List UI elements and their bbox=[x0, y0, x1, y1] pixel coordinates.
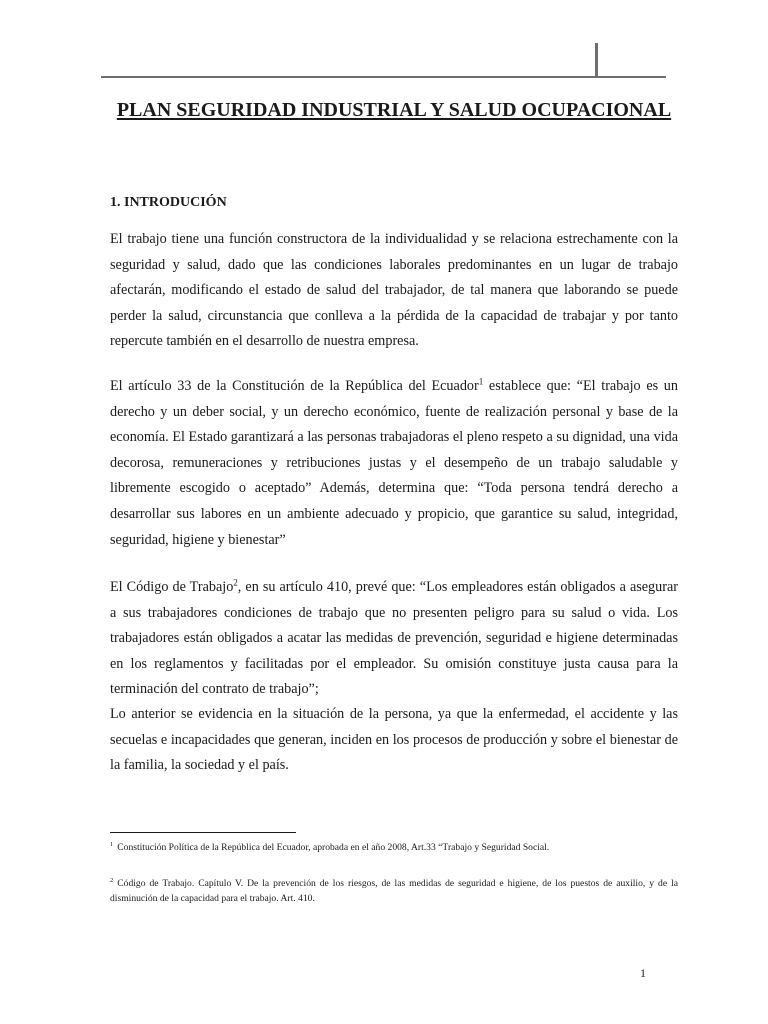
footnote-reference[interactable]: 1 bbox=[478, 376, 484, 387]
footnote-marker: 1 bbox=[110, 840, 114, 848]
footnote-text: Código de Trabajo. Capítulo V. De la prevención de los riesgos, de las medidas de seguridad e higiene, de los puestos de auxilio, y de la disminución de la capacidad para el trabajo. Art. 410. bbox=[110, 878, 678, 904]
document-title: PLAN SEGURIDAD INDUSTRIAL Y SALUD OCUPACIONAL bbox=[116, 99, 672, 121]
footnote-text: Constitución Política de la República del Ecuador, aprobada en el año 2008, Art.33 “Trabajo y Seguridad Social. bbox=[117, 842, 550, 853]
paragraph-text: El artículo 33 de la Constitución de la República del Ecuador bbox=[110, 378, 479, 394]
footnote-reference[interactable]: 2 bbox=[233, 577, 238, 588]
paragraph-text: El Código de Trabajo bbox=[110, 579, 234, 595]
section-heading-introduccion: 1. INTRODUCIÓN bbox=[110, 195, 227, 210]
paragraph-conclusion: Lo anterior se evidencia en la situación de la persona, ya que la enfermedad, el accidente y las secuelas e incapacidades que generan, inciden en los procesos de producción y sobre el bienestar de la familia, la sociedad y el país. bbox=[110, 706, 678, 774]
paragraph-text: , en su artículo 410, prevé que: “Los empleadores están obligados a asegurar a sus trabajadores condiciones de trabajo que no presenten peligro para su salud o vida. Los trabajadores están obligados a acatar las medidas de prevención, seguridad e higiene determinadas en los reglamentos y facilitadas por el empleador. Su omisión constituye justa causa para la terminación del contrato de trabajo”; bbox=[110, 579, 678, 698]
paragraph-labor-code bbox=[110, 575, 678, 703]
paragraph-constitution bbox=[110, 374, 678, 553]
footnote-1 bbox=[110, 840, 678, 855]
footnote-marker: 2 bbox=[110, 876, 114, 884]
header-corner-mark bbox=[595, 43, 598, 78]
paragraph-text: establece que: “El trabajo es un derecho y un deber social, y un derecho económico, fuente de realización personal y base de la economía. El Estado garantizará a las personas trabajadoras el pleno respeto a su dignidad, una vida decorosa, remuneraciones y retribuciones justas y el desempeño de un trabajo saludable y libremente escogido o aceptado” Además, determina que: “Toda persona tendrá derecho a desarrollar sus labores en un ambiente adecuado y propicio, que garantice su salud, integridad, seguridad, higiene y bienestar” bbox=[110, 378, 678, 548]
footnote-2 bbox=[110, 876, 678, 906]
header-rule bbox=[101, 76, 666, 78]
paragraph-introduction: El trabajo tiene una función constructora de la individualidad y se relaciona estrechamente con la seguridad y salud, dado que las condiciones laborales predominantes en un lugar de trabajo afectarán, modificando el estado de salud del trabajador, de tal manera que laborando se puede perder la salud, circunstancia que conlleva a la pérdida de la capacidad de trabajar y por tanto repercute también en el desarrollo de nuestra empresa. bbox=[110, 231, 678, 350]
footnote-separator bbox=[110, 832, 296, 833]
page-number: 1 bbox=[640, 966, 646, 980]
